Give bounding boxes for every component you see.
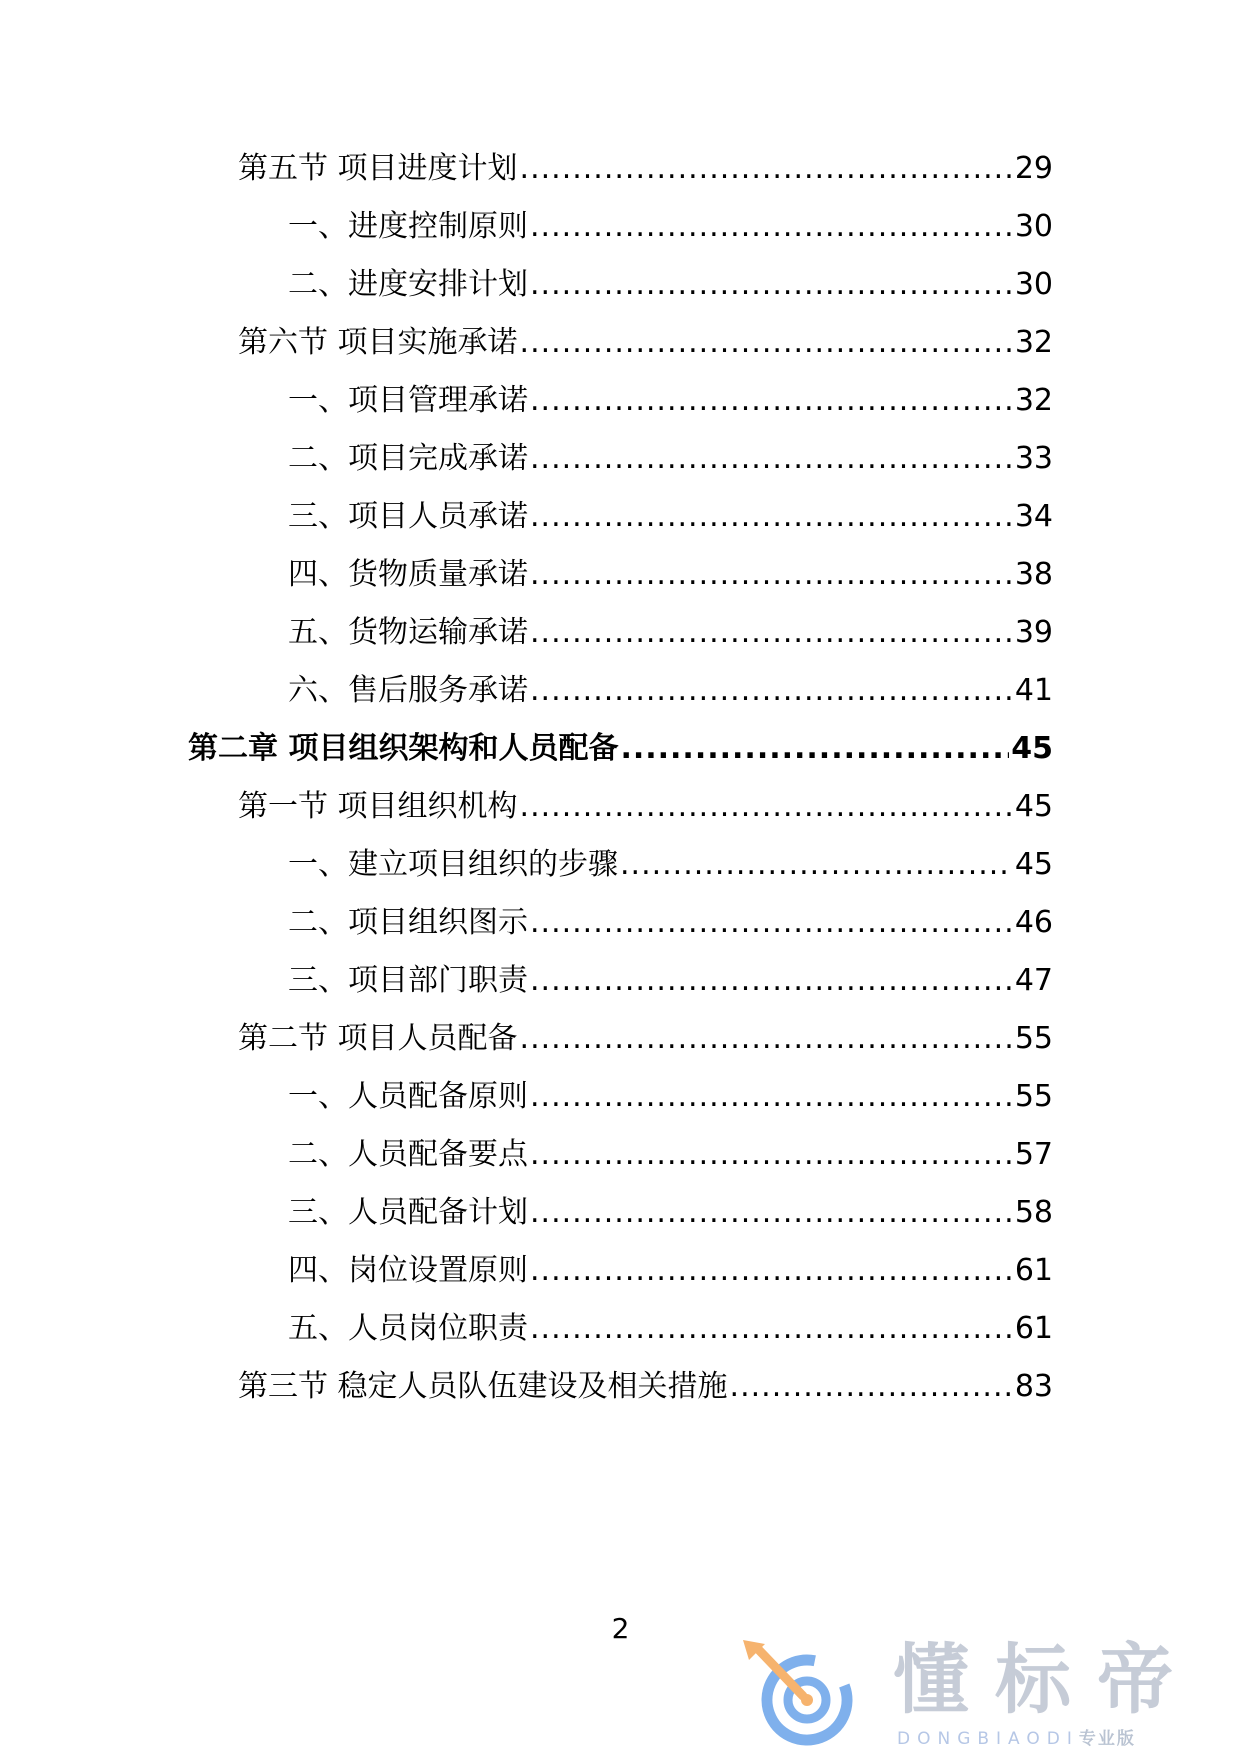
toc-leader bbox=[530, 668, 1013, 714]
watermark bbox=[735, 1632, 1215, 1748]
toc-entry-title: 一、项目管理承诺 bbox=[288, 383, 528, 418]
toc-entry[interactable] bbox=[288, 1132, 1053, 1178]
toc-entry-title: 第五节 项目进度计划 bbox=[238, 151, 518, 186]
toc-entry-title: 一、进度控制原则 bbox=[288, 209, 528, 244]
toc-entry-page: 38 bbox=[1014, 557, 1053, 592]
toc-entry-title: 二、项目完成承诺 bbox=[288, 441, 528, 476]
toc-entry-page: 57 bbox=[1014, 1137, 1053, 1172]
toc-leader bbox=[530, 958, 1013, 1004]
toc-entry[interactable] bbox=[238, 784, 1053, 830]
toc-leader bbox=[530, 552, 1013, 598]
toc-entry-title: 二、进度安排计划 bbox=[288, 267, 528, 302]
toc-entry-title: 五、货物运输承诺 bbox=[288, 615, 528, 650]
toc-entry-page: 47 bbox=[1014, 963, 1053, 998]
toc-entry-title: 三、项目部门职责 bbox=[288, 963, 528, 998]
toc-leader bbox=[620, 842, 1013, 888]
toc-leader bbox=[530, 1190, 1013, 1236]
toc-entry[interactable] bbox=[288, 842, 1053, 888]
toc-entry-page: 45 bbox=[1011, 731, 1053, 766]
toc-entry-page: 30 bbox=[1014, 209, 1053, 244]
toc-entry-page: 32 bbox=[1014, 325, 1053, 360]
toc-entry[interactable] bbox=[288, 900, 1053, 946]
toc-entry-page: 34 bbox=[1014, 499, 1053, 534]
toc-leader bbox=[530, 436, 1013, 482]
toc-entry-title: 第六节 项目实施承诺 bbox=[238, 325, 518, 360]
toc-entry-page: 58 bbox=[1014, 1195, 1053, 1230]
toc-entry[interactable] bbox=[288, 1074, 1053, 1120]
toc-leader bbox=[530, 1248, 1013, 1294]
toc-entry[interactable] bbox=[288, 668, 1053, 714]
toc-entry-title: 四、货物质量承诺 bbox=[288, 557, 528, 592]
toc-entry-page: 46 bbox=[1014, 905, 1053, 940]
toc-leader bbox=[530, 1132, 1013, 1178]
watermark-pinyin: DONGBIAODI bbox=[897, 1729, 1079, 1749]
toc-leader bbox=[520, 320, 1013, 366]
toc-entry[interactable] bbox=[288, 958, 1053, 1004]
toc-entry-title: 二、人员配备要点 bbox=[288, 1137, 528, 1172]
toc-leader bbox=[530, 1074, 1013, 1120]
watermark-brand: 懂标帝 bbox=[893, 1635, 1199, 1724]
toc-leader bbox=[530, 378, 1013, 424]
toc-entry[interactable] bbox=[288, 610, 1053, 656]
target-arrow-icon bbox=[735, 1640, 885, 1748]
toc-entry[interactable] bbox=[288, 436, 1053, 482]
toc-entry-page: 29 bbox=[1014, 151, 1053, 186]
toc-entry-title: 一、建立项目组织的步骤 bbox=[288, 847, 618, 882]
toc-entry[interactable] bbox=[288, 262, 1053, 308]
toc-entry-page: 32 bbox=[1014, 383, 1053, 418]
toc-entry-page: 33 bbox=[1014, 441, 1053, 476]
toc-entry-title: 四、岗位设置原则 bbox=[288, 1253, 528, 1288]
toc-leader bbox=[520, 1016, 1013, 1062]
toc-entry-page: 30 bbox=[1014, 267, 1053, 302]
watermark-subtitle bbox=[897, 1724, 1136, 1749]
toc-leader bbox=[620, 726, 1009, 772]
toc-leader bbox=[530, 900, 1013, 946]
toc-entry-page: 61 bbox=[1014, 1253, 1053, 1288]
toc-entry-page: 55 bbox=[1014, 1021, 1053, 1056]
toc-leader bbox=[730, 1364, 1013, 1410]
toc-entry-title: 三、人员配备计划 bbox=[288, 1195, 528, 1230]
toc-entry-page: 45 bbox=[1014, 789, 1053, 824]
toc-entry[interactable] bbox=[238, 1364, 1053, 1410]
toc-leader bbox=[530, 494, 1013, 540]
toc-entry[interactable] bbox=[288, 1248, 1053, 1294]
toc-entry-title: 一、人员配备原则 bbox=[288, 1079, 528, 1114]
toc-entry[interactable] bbox=[238, 1016, 1053, 1062]
toc-entry-page: 61 bbox=[1014, 1311, 1053, 1346]
toc-leader bbox=[530, 610, 1013, 656]
toc-entry-page: 45 bbox=[1014, 847, 1053, 882]
toc-entry[interactable] bbox=[288, 1190, 1053, 1236]
toc-entry-title: 第一节 项目组织机构 bbox=[238, 789, 518, 824]
toc-entry[interactable] bbox=[288, 378, 1053, 424]
toc-chapter-entry[interactable] bbox=[188, 726, 1053, 772]
toc-entry-title: 二、项目组织图示 bbox=[288, 905, 528, 940]
toc-entry-page: 39 bbox=[1014, 615, 1053, 650]
toc-entry-title: 三、项目人员承诺 bbox=[288, 499, 528, 534]
toc-entry-page: 83 bbox=[1014, 1369, 1053, 1404]
toc-entry[interactable] bbox=[238, 320, 1053, 366]
toc-entry-page: 41 bbox=[1014, 673, 1053, 708]
toc-leader bbox=[520, 784, 1013, 830]
watermark-edition: 专业版 bbox=[1078, 1729, 1136, 1749]
page-number: 2 bbox=[611, 1612, 630, 1645]
toc-entry-title: 六、售后服务承诺 bbox=[288, 673, 528, 708]
toc-entry[interactable] bbox=[238, 146, 1053, 192]
toc-entry[interactable] bbox=[288, 204, 1053, 250]
toc-entry-page: 55 bbox=[1014, 1079, 1053, 1114]
toc-leader bbox=[530, 204, 1013, 250]
toc-entry[interactable] bbox=[288, 552, 1053, 598]
toc-entry[interactable] bbox=[288, 1306, 1053, 1352]
toc-leader bbox=[530, 1306, 1013, 1352]
toc-entry-title: 第二节 项目人员配备 bbox=[238, 1021, 518, 1056]
toc-entry-title: 五、人员岗位职责 bbox=[288, 1311, 528, 1346]
toc-entry-title: 第二章 项目组织架构和人员配备 bbox=[188, 731, 619, 766]
toc-leader bbox=[530, 262, 1013, 308]
toc-entry[interactable] bbox=[288, 494, 1053, 540]
toc-entry-title: 第三节 稳定人员队伍建设及相关措施 bbox=[238, 1369, 728, 1404]
toc-leader bbox=[520, 146, 1013, 192]
